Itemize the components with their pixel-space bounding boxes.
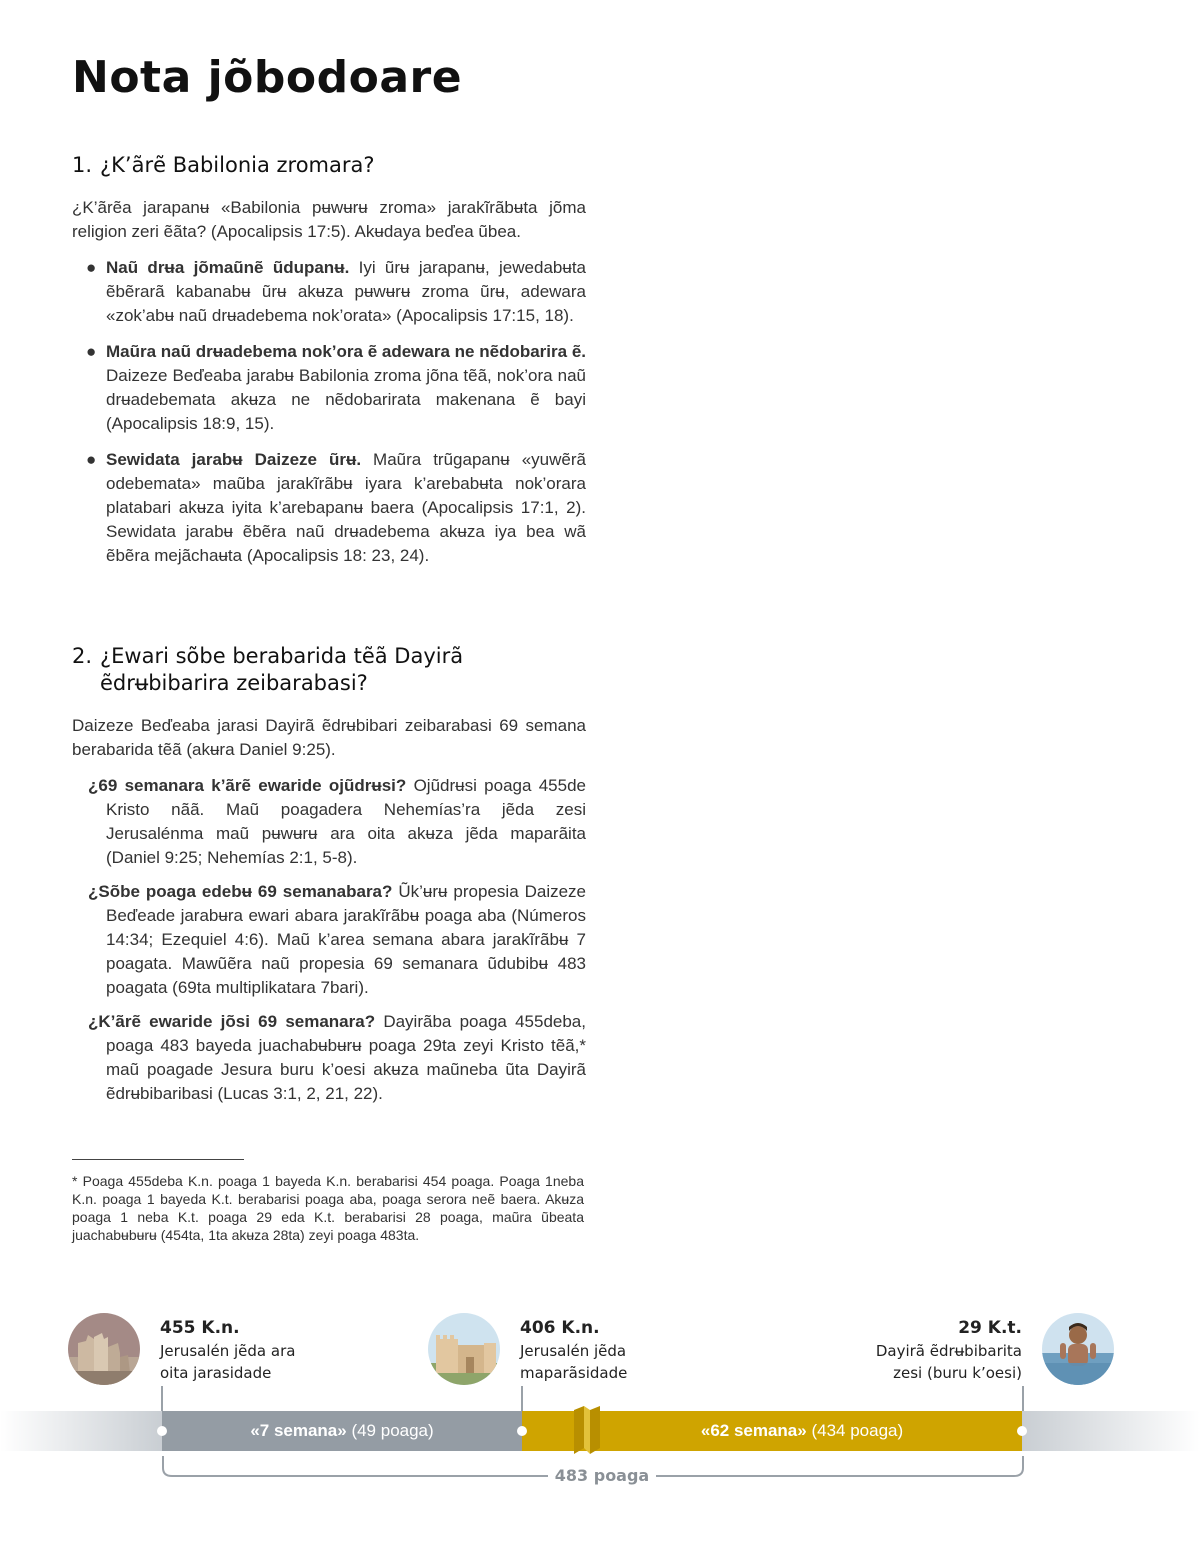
section-2-heading bbox=[72, 643, 586, 697]
qa-item bbox=[72, 1010, 586, 1106]
bullet-icon: ● bbox=[86, 342, 97, 361]
bullet-lead: Maũra naũ drʉadebema nok’ora ẽ adewara ne nẽdobarira ẽ. bbox=[106, 342, 586, 361]
timeline-tick bbox=[161, 1386, 163, 1411]
section-2-intro: Daizeze Beďeaba jarasi Dayirã ẽdrʉbibari zeibarabasi 69 semana berabarida tẽã (akʉra Daniel 9:25). bbox=[72, 716, 586, 759]
bullet-text: Daizeze Beďeaba jarabʉ Babilonia zroma jõna tẽã, nok’ora naũ drʉadebemata akʉza ne nẽdobarirata makenana ẽ bayi (Apocalipsis 18:9, 15). bbox=[106, 366, 586, 433]
section-number: 2. bbox=[72, 644, 93, 668]
baptism-image bbox=[1042, 1313, 1114, 1385]
timeline-dot bbox=[1017, 1426, 1027, 1436]
heading-text: ¿Ewari sõbe berabarida tẽã Dayirã bbox=[100, 644, 464, 668]
qa-question: ¿Sõbe poaga edebʉ 69 semanabara? bbox=[88, 882, 393, 901]
qa-question: ¿69 semanara k’ãrẽ ewaride ojũdrʉsi? bbox=[88, 776, 407, 795]
timeline-event-29 bbox=[876, 1316, 1022, 1384]
bullet-lead: Sewidata jarabʉ Daizeze ũrʉ. bbox=[106, 450, 362, 469]
section-number: 1. bbox=[72, 153, 93, 177]
section-1-heading bbox=[72, 152, 586, 179]
bullet-icon: ● bbox=[86, 258, 97, 277]
heading-text-line2: ẽdrʉbibarira zeibarabasi? bbox=[100, 671, 368, 695]
segment-label-bold: «62 semana» bbox=[700, 1421, 807, 1440]
bullet-text: Maũra trũgapanʉ «yuwẽrã odebemata» maũba jarakĩrãbʉ iyara k’arebabʉta nok’orara platabari akʉza iyita k’arebapanʉ baera (Apocalipsis 17:1, 2). Sewidata jarabʉ ẽbẽra naũ drʉadebema akʉza iya bea wã ẽbẽra mejãchaʉta (Apocalipsis 18: 23, 24). bbox=[106, 450, 586, 565]
bullet-text: Iyi ũrʉ jarapanʉ, jewedabʉta ẽbẽrarã kabanabʉ ũrʉ akʉza pʉwʉrʉ zroma ũrʉ, adewara «zok’abʉ naũ drʉadebema nok’orata» (Apocalipsis 17:15, 18). bbox=[106, 258, 586, 325]
event-desc: Jerusalén jẽda ara bbox=[160, 1342, 296, 1360]
qa-item bbox=[72, 774, 586, 870]
segment-label-bold: «7 semana» bbox=[250, 1421, 347, 1440]
timeline-dot bbox=[517, 1426, 527, 1436]
section-1-intro: ¿K’ãrẽa jarapanʉ «Babilonia pʉwʉrʉ zroma» jarakĩrãbʉta jõma religion zeri ẽãta? (Apocalipsis 17:5). Akʉdaya beďea ũbea. bbox=[72, 198, 586, 241]
event-year: 29 K.t. bbox=[958, 1318, 1022, 1338]
segment-label-rest: (434 poaga) bbox=[806, 1421, 904, 1440]
qa-answer: Ojũdrʉsi poaga 455de Kristo nãã. Maũ poagadera Nehemías’ra jẽda zesi Jerusalénma maũ pʉwʉrʉ ara oita akʉza jẽda maparãita (Daniel 9:25; Nehemías 2:1, 5-8). bbox=[106, 776, 586, 867]
event-desc: Jerusalén jẽda bbox=[520, 1342, 627, 1360]
timeline-event-455 bbox=[160, 1316, 295, 1384]
timeline-tick bbox=[1022, 1386, 1024, 1411]
event-desc: oita jarasidade bbox=[160, 1364, 272, 1382]
bullet-icon: ● bbox=[86, 450, 97, 469]
list-item bbox=[72, 256, 586, 328]
event-year: 406 K.n. bbox=[520, 1318, 600, 1338]
timeline-dot bbox=[157, 1426, 167, 1436]
event-desc: zesi (buru k’oesi) bbox=[893, 1364, 1022, 1382]
qa-item bbox=[72, 880, 586, 1000]
qa-list bbox=[72, 774, 586, 1106]
list-item bbox=[72, 340, 586, 436]
ruined-walls-image bbox=[68, 1313, 140, 1385]
timeline-tick bbox=[521, 1386, 523, 1411]
timeline-fade-right bbox=[1022, 1411, 1200, 1451]
segment-label-rest: (49 poaga) bbox=[346, 1421, 434, 1440]
event-desc: maparãsidade bbox=[520, 1364, 628, 1382]
rebuilt-walls-image bbox=[428, 1313, 500, 1385]
section-2 bbox=[72, 643, 586, 1116]
qa-question: ¿K’ãrẽ ewaride jõsi 69 semanara? bbox=[88, 1012, 376, 1031]
total-duration-label: 483 poaga bbox=[548, 1465, 656, 1487]
heading-text: ¿K’ãrẽ Babilonia zromara? bbox=[100, 153, 375, 177]
list-item bbox=[72, 448, 586, 568]
footnote: * Poaga 455deba K.n. poaga 1 bayeda K.n. berabarisi 454 poaga. Poaga 1neba K.n. poaga 1 bayeda K.t. berabarisi poaga aba, poaga serora neẽ baera. Akʉza poaga 1 neba K.t. poaga 29 eda K.t. berabarisi 28 poaga, maũra ũbeata juachabʉbʉrʉ (454ta, 1ta akʉza 28ta) zeyi poaga 483ta. bbox=[72, 1173, 584, 1243]
page-title: Nota jõbodoare bbox=[72, 52, 463, 103]
event-year: 455 K.n. bbox=[160, 1318, 240, 1338]
footnote-divider bbox=[72, 1159, 244, 1160]
bullet-lead: Naũ drʉa jõmaũnẽ ũdupanʉ. bbox=[106, 258, 350, 277]
event-desc: Dayirã ẽdrʉbibarita bbox=[875, 1342, 1022, 1360]
timeline-break-icon bbox=[570, 1404, 606, 1456]
qa-answer: Ũk’ʉrʉ propesia Daizeze Beďeade jarabʉra ewari abara jarakĩrãbʉ poaga aba (Números 14:34; Ezequiel 4:6). Maũ k’area semana abara jarakĩrãbʉ 7 poagata. Mawũẽra naũ propesia 69 semanara ũdubibʉ 483 poagata (69ta multiplikatara 7bari). bbox=[106, 882, 587, 997]
section-1 bbox=[72, 152, 586, 580]
timeline-event-406 bbox=[520, 1316, 627, 1384]
segment-7-semana bbox=[162, 1411, 522, 1451]
segment-label bbox=[582, 1411, 1022, 1451]
timeline-fade-left bbox=[0, 1411, 162, 1451]
qa-answer: Dayirãba poaga 455deba, poaga 483 bayeda juachabʉbʉrʉ poaga 29ta zeyi Kristo tẽã,* maũ poagade Jesura buru k’oesi akʉza maũneba ũta Dayirã ẽdrʉbibaribasi (Lucas 3:1, 2, 21, 22). bbox=[106, 1012, 586, 1103]
bullet-list bbox=[72, 256, 586, 568]
